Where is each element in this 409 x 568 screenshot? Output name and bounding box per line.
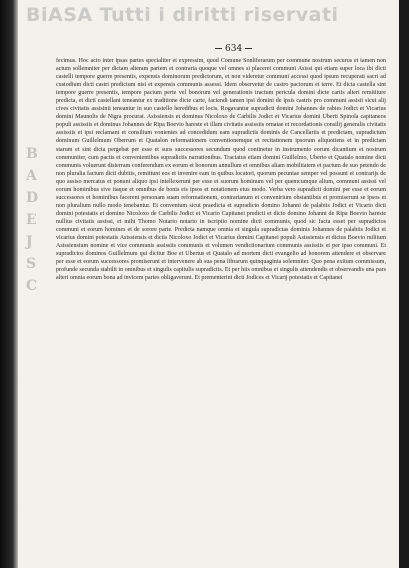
watermark-text: BiASA Tutti i diritti riservati [26, 4, 339, 26]
document-body-text: fecimus. Hoc acto inter ipsas partes specialiter et expressim, quod Comune Sonliferarum per commune nostrum securus et tamen non actum sollemniter per dictam alteram partem et contraria quoque vel omnes si placeret communi Asissi qui etiam super loca ibi dicti castelli tempore guerre presentis, expensis dominorum predictorum, et non videretur communi accessi quod ipsum recuperati sacri ad custodium dicti castri predictum nisi et expensis communis assessi. Idem observetur de castro pactorum et terre. Et dicta castella sint tempore guerre presentis, tempore pacium perte vel bonorum vel generationis tractum pericula domini dicte cartis alteri remititure predicta, et dicti castellani teneantur ex traditione dicte carte, faciendi tamen ipsi domini de ipsis castris pro communi assisii sicut alij cives civitatis assisinii teneantur in suo castello heredibus et locis. Rogavantur supradicti domini Johannes de rabies Jodict et Vicarius domini Maunolis de Nigra procurat. Asissiensis et dominus Nicoloxo de Carbilis Jodict et Vicarius domini Uberti Spinola capitaneos populi assissiis et dominus Johannes de Ripa Boevio hareste et illam civitatis assissiis ornatae et recordationis consilij generalis civitatis assissiis et ipsi reclamant et consilium vonientes ad concedidum eam supradictis dominis de Cancellariis et predictam, supradictum dominum Guillelmum Oberrum et Quatalon reformationem conventionemque et recitationem ipsorum aliquotiens et in predictam starum et sint dicta pergebat per esse et suos successores secundum quod continetur in instrumento eorum dicantium et nostrum communiter, cum pactis et convenientibus supradictis narrationibus. Tractatus etiam domini Guillelmo, Uberto et Quatalo nomine dicti communis voluerunt disterram conferendum ex eorum et bonorum annullum et omnibus aliam mobilitatem et pactum de suo petendo de non pluralia factum dicti dubitis, remittunt eos et invenire eam in quibus locatori, quorum pecuniae semper vel possunt et contrarijs de quo assiso mercatus et ponunt aliquo ipsi intellexerunt per esse et suorum hominum vel per quemcumque alium, communi assissi vel eorum hominibus sive itaque et omnibus de bonis eis ipsos et notationem eius modo. Verba vero supradicti domini per esse et eorum successores et hominibus facerent personam suam reformationem, contrarianum et convenirium obstantibus et promiserunt se ipsos et non pluralium nullo modo tenebantur. Et conventum sicut praedicta et supradicto domino Johanni de palabiis Jodict et Vicario dicti domini potestatis et domino Nicoloxo de Carbilis Jodict et Vicario Capitanei predicti et dicto domino Johanni de Ripa Boevio hareste nullius civitatis assissi, et mihi Thomo Notario notario in iscriptio nomine dicti communis, quod sic facta esset per supradictos communi et eorum homines et de sorore parte. Predicta namque omnia et singula supradictas dominis Johannes de palabiis Jodict et vicarius domini potestatis Asissiensis et dictis Nicoloxo Jodict et Vicarius domini Capitanei populi Asissiensis et dictus Boevio militum Asissiensium nomine et vice communis assissiis communis et volumen vendictionarium communis assissiis et per ipso communi. Et supradictos dominos Guillelmum qui dicitur Boe et Ubertus et Quatalo ad mortem dicti evangelio ad honorem attendere et observare per esse et eorum successores promiserunt et intervenere ab sua pena librarum quinquaginta solemniter. Quo pena exitum commissum, profunde secunda stabilit in omnibus et singulis capitulis supradictis. Et per hiis omnibus et singulis attendendis et observandis una pars alteri omnia eorum bona ad invicem partes obligaverunt. Et prementerint dicti Jodices et Vicarij potestatis et Capitanei [56, 58, 386, 282]
svg-text:E: E [26, 212, 37, 228]
svg-text:D: D [26, 190, 39, 206]
svg-text:J: J [26, 234, 33, 250]
svg-text:A: A [26, 168, 37, 184]
svg-text:S: S [26, 256, 37, 272]
page-number: 634 [212, 44, 255, 54]
svg-text:B: B [26, 146, 38, 162]
book-binding-shadow [0, 0, 18, 568]
svg-text:C: C [26, 278, 38, 294]
